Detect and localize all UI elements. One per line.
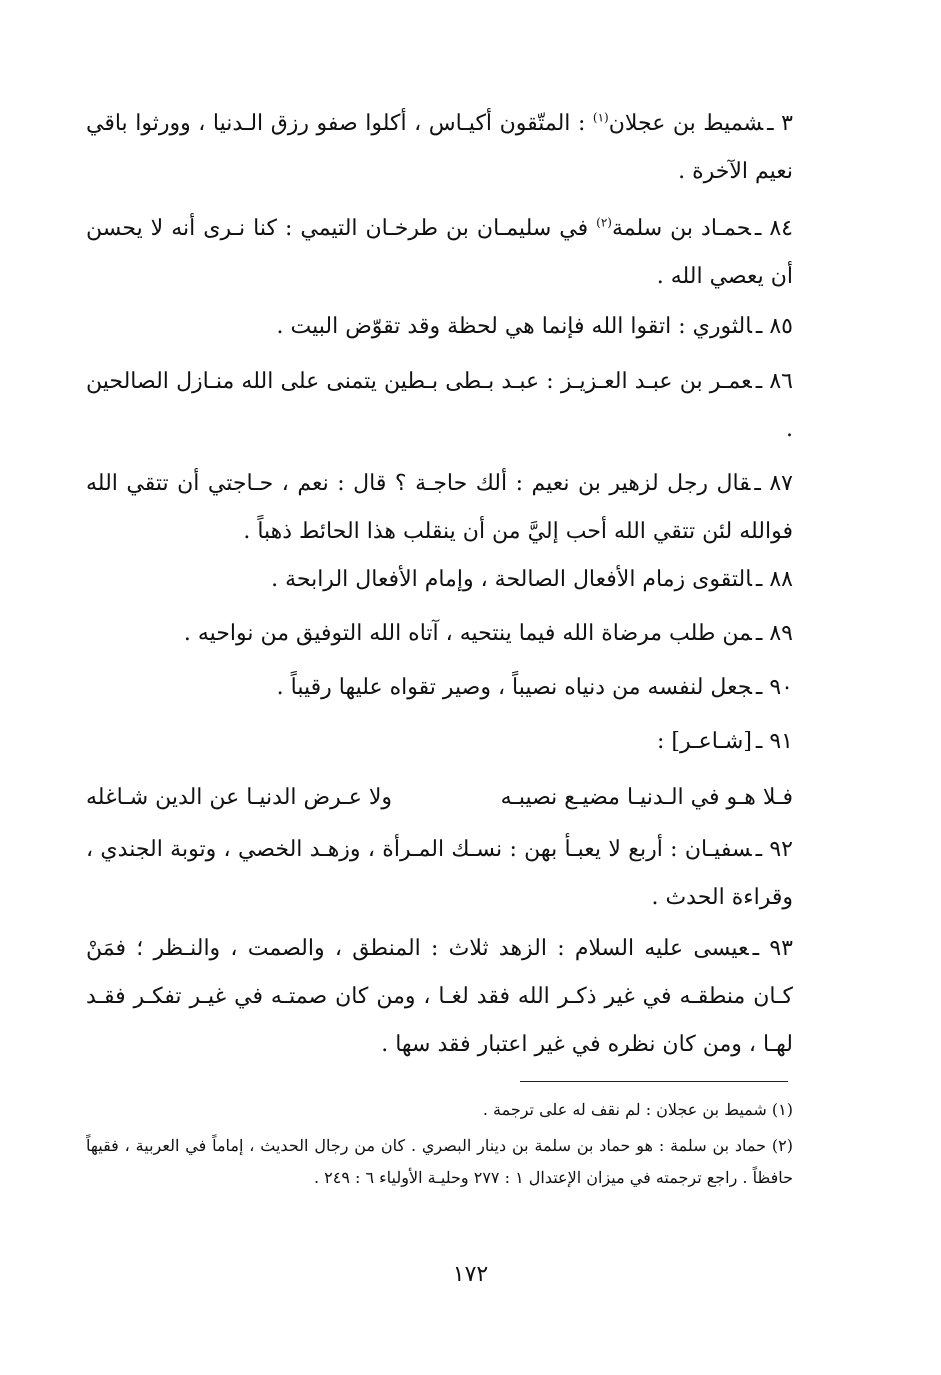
entry-number: ٩٠ ـ bbox=[755, 675, 793, 700]
footnote-2: (٢) حماد بن سلمة : هو حماد بن سلمة بن دينار البصري . كان من رجال الحديث ، إماماً في العربية ، فقيهاً حافظاً . راجع ترجمته في ميزان الإعتدال ١ : ٢٧٧ وحليـة الأولياء ٦ : ٢٤٩ . bbox=[86, 1136, 793, 1187]
entry-88 bbox=[86, 556, 793, 604]
verse-second-hemistich: ولا عـرض الدنيـا عن الدين شـاغله bbox=[86, 785, 392, 810]
entry-93 bbox=[86, 925, 793, 1069]
entry-text: [شـاعـر] : bbox=[657, 729, 752, 754]
entry-number: ٨٥ ـ bbox=[755, 314, 793, 339]
entry-text-rest: : المتّقون أكيـاس ، أكلوا صفو رزق الـدنيا ، وورثوا باقي نعيم الآخرة . bbox=[86, 111, 793, 184]
entry-text: قال رجل لزهير بن نعيم : ألك حاجـة ؟ قال : نعم ، حـاجتي أن تتقي الله فوالله لئن تتقي الله أحب إليَّ من أن ينقلب هذا الحائط ذهباً . bbox=[86, 471, 793, 544]
entry-number: ٩٢ ـ bbox=[755, 837, 793, 862]
entry-86 bbox=[86, 358, 793, 454]
entry-number: ٩٣ ـ bbox=[752, 936, 793, 961]
entry-number: ٣ ـ bbox=[767, 111, 793, 136]
entry-number: ٨٦ ـ bbox=[755, 369, 793, 394]
entry-text: الثوري : اتقوا الله فإنما هي لحظة وقد تقوّض البيت . bbox=[276, 314, 752, 339]
entry-text: عيسى عليه السلام : الزهد ثلاث : المنطق ، والصمت ، والنـظر ؛ فمَنْ كـان منطقـه في غير ذكـر الله فقد لغـا ، ومن كان صمتـه في غيـر تفكـر فقـد لهـا ، ومن كان نظره في غير اعتبار فقد سها . bbox=[86, 936, 793, 1057]
entry-number: ٨٤ ـ bbox=[754, 216, 793, 241]
footnote-1: (١) شميط بن عجلان : لم نقف له على ترجمة . bbox=[482, 1100, 793, 1119]
entry-85 bbox=[86, 303, 793, 351]
entry-89 bbox=[86, 610, 793, 658]
entry-90 bbox=[86, 664, 793, 712]
entry-84 bbox=[86, 205, 793, 301]
footnote-divider bbox=[520, 1081, 788, 1082]
entry-number: ٩١ ـ bbox=[755, 729, 793, 754]
entry-text: من طلب مرضاة الله فيما ينتحيه ، آتاه الله التوفيق من نواحيه . bbox=[183, 621, 752, 646]
verse-first-hemistich: فـلا هـو في الـدنيـا مضيـع نصيبـه bbox=[500, 785, 793, 810]
footnote-ref[interactable]: (١) bbox=[592, 110, 609, 125]
entry-83 bbox=[86, 100, 793, 196]
entry-text: عمـر بن عبـد العـزيـز : عبـد بـطى بـطين يتمنى على الله منـازل الصالحين . bbox=[86, 369, 793, 442]
entry-text: سفيـان : أربع لا يعبـأ بهن : نسـك المـرأة ، وزهـد الخصي ، وتوبة الجندي ، وقراءة الحدث . bbox=[86, 837, 793, 910]
footnote-ref[interactable]: (٢) bbox=[596, 215, 612, 230]
page-number: ١٧٢ bbox=[452, 1262, 489, 1287]
entry-number: ٨٨ ـ bbox=[755, 567, 793, 592]
entry-text: جعل لنفسه من دنياه نصيباً ، وصير تقواه عليها رقيباً . bbox=[276, 675, 752, 700]
poem-verse bbox=[86, 774, 793, 822]
entry-text-rest: في سليمـان بن طرخـان التيمي : كنا نـرى أنه لا يحسن أن يعصي الله . bbox=[86, 216, 793, 289]
entry-92 bbox=[86, 826, 793, 922]
entry-text: شميط بن عجلان bbox=[608, 111, 764, 136]
entry-number: ٨٩ ـ bbox=[755, 621, 793, 646]
entry-text: التقوى زمام الأفعال الصالحة ، وإمام الأفعال الرابحة . bbox=[271, 567, 752, 592]
entry-91 bbox=[86, 718, 793, 766]
entry-87 bbox=[86, 460, 793, 556]
entry-number: ٨٧ ـ bbox=[754, 471, 793, 496]
entry-text: حمـاد بن سلمة bbox=[611, 216, 751, 241]
